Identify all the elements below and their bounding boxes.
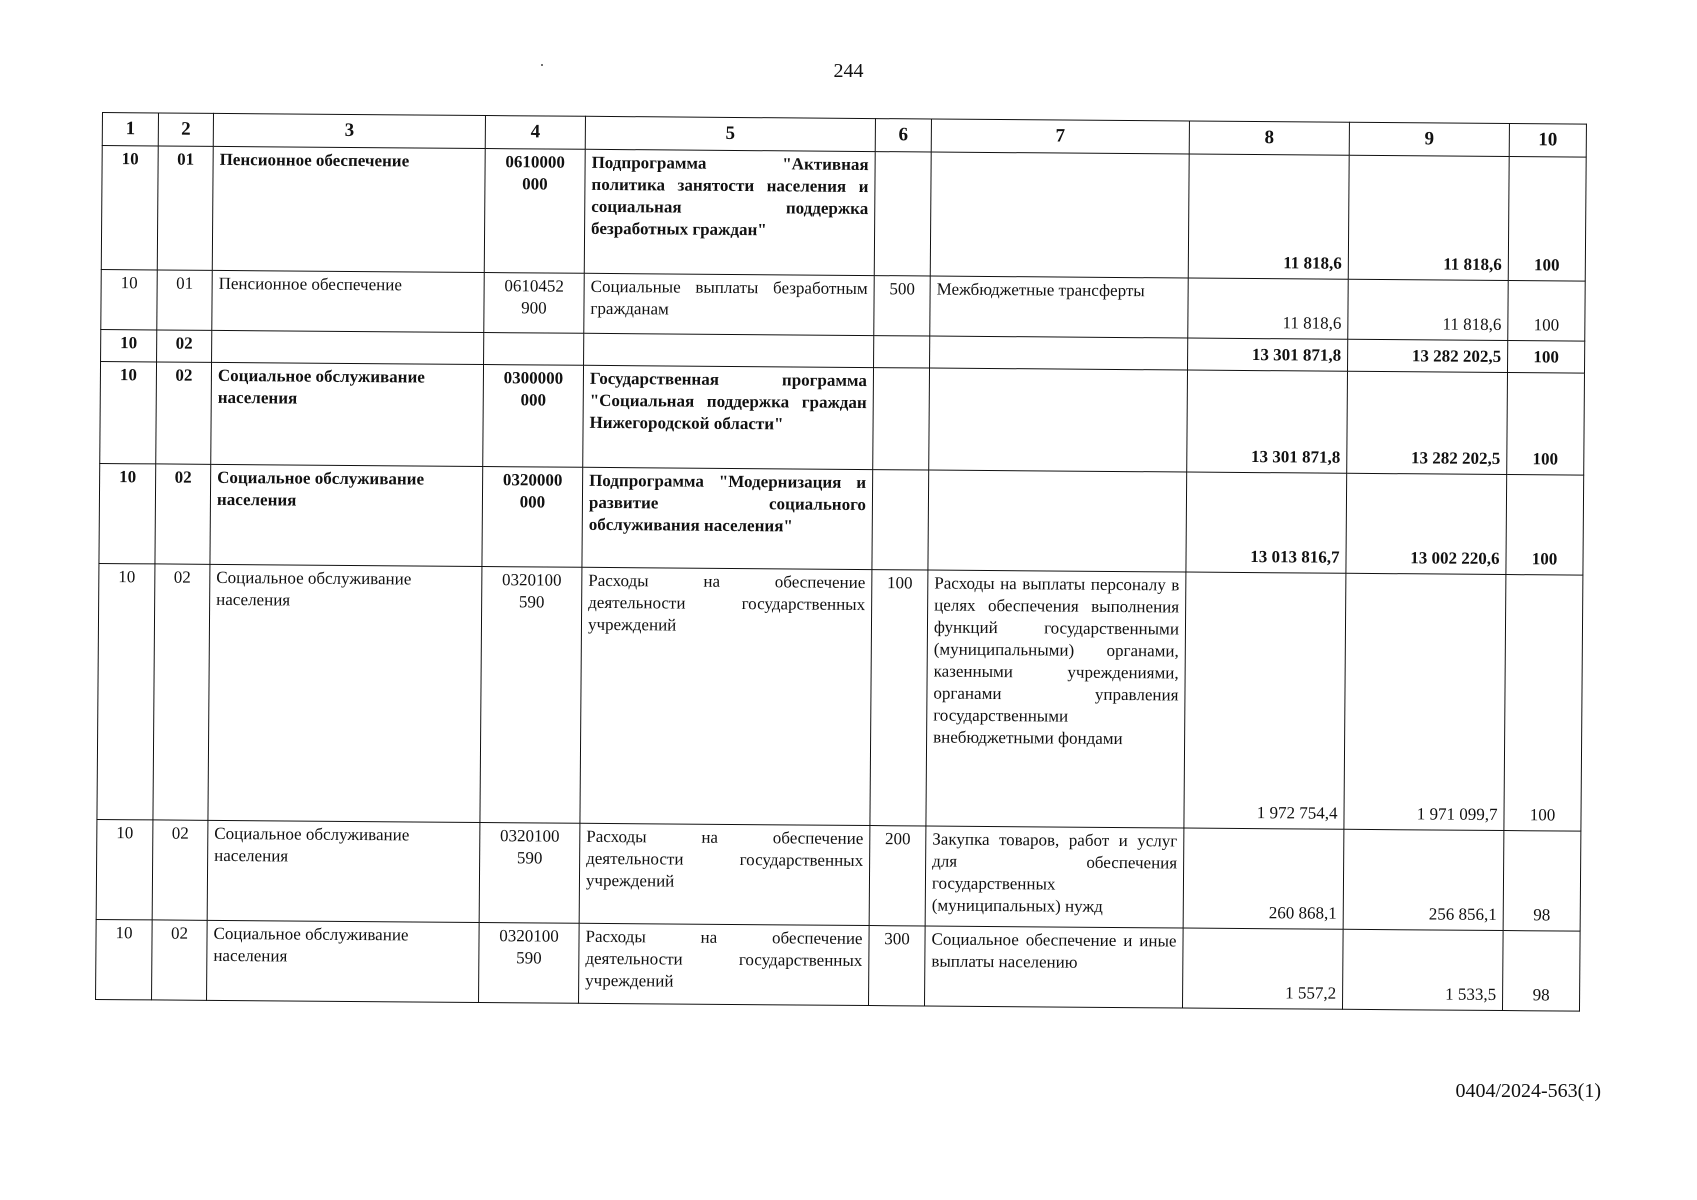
cell-target-code [484,333,584,366]
cell-subsection: 02 [156,362,212,464]
cell-planned: 1 557,2 [1182,928,1343,1009]
cell-planned: 13 301 871,8 [1187,370,1348,473]
cell-percent: 100 [1506,475,1584,576]
cell-section: 10 [96,919,153,999]
cell-target-name: Государственная программа "Социальная поддержка граждан Нижегородской области" [583,365,874,469]
cell-executed: 1 533,5 [1342,929,1503,1010]
table-row [96,919,1581,1011]
cell-percent: 98 [1503,831,1581,932]
table-row [97,563,1583,831]
cell-expense-name [930,336,1188,370]
cell-subsection-name: Социальное обслуживание населения [208,564,482,822]
header-cell-6: 6 [875,119,931,152]
cell-subsection: 02 [157,330,212,362]
header-cell-10: 10 [1509,124,1586,158]
header-cell-3: 3 [213,113,485,148]
cell-subsection: 02 [152,920,208,1000]
cell-executed: 13 002 220,6 [1346,473,1507,574]
cell-subsection: 01 [157,146,213,270]
cell-target-name: Расходы на обеспечение деятельности государственных учреждений [579,823,870,925]
cell-expense-name [930,152,1189,278]
cell-percent: 100 [1507,373,1585,476]
cell-expense-type [874,152,931,276]
header-cell-8: 8 [1189,121,1349,155]
cell-percent: 100 [1508,157,1586,282]
cell-percent: 100 [1508,281,1585,342]
cell-target-code: 0320000 000 [482,467,583,568]
cell-subsection-name: Социальное обслуживание населения [207,820,480,922]
cell-target-code: 0610452 900 [484,273,584,334]
budget-table-container [95,112,1586,1012]
cell-target-code: 0320100 590 [479,822,580,923]
header-cell-1: 1 [102,113,158,146]
scan-speck [541,64,543,66]
cell-subsection: 02 [155,464,211,564]
cell-expense-type: 100 [870,570,928,826]
cell-target-name: Подпрограмма "Активная политика занятости населения и социальная поддержка безработных граждан" [584,149,875,275]
cell-executed: 11 818,6 [1348,279,1508,340]
cell-section: 10 [101,329,157,361]
cell-target-code: 0610000 000 [484,149,585,274]
cell-subsection: 02 [153,564,210,820]
header-cell-2: 2 [158,113,213,146]
cell-section: 10 [101,269,157,329]
header-cell-9: 9 [1349,122,1509,156]
cell-planned: 13 301 871,8 [1188,338,1348,371]
cell-subsection-name: Социальное обслуживание населения [207,920,480,1002]
cell-expense-type [872,470,929,570]
cell-planned: 260 868,1 [1183,828,1344,929]
cell-target-name: Социальные выплаты безработным гражданам [584,273,874,335]
table-row [99,463,1584,575]
table-row [101,146,1586,282]
cell-section: 10 [99,463,156,563]
cell-expense-name: Расходы на выплаты персоналу в целях обеспечения выполнения функций государственными (муниципальными) органами, казенными учреждениями, органами управления государственными внебюджетными фондами [926,570,1186,828]
cell-target-name: Расходы на обеспечение деятельности государственных учреждений [579,923,870,1005]
cell-executed: 1 971 099,7 [1344,573,1506,830]
header-cell-7: 7 [931,119,1189,154]
cell-target-code: 0320100 590 [479,922,580,1003]
header-cell-5: 5 [585,116,875,151]
cell-planned: 11 818,6 [1188,154,1349,279]
cell-executed: 13 282 202,5 [1348,339,1508,372]
cell-expense-type [874,336,930,368]
cell-section: 10 [101,146,158,270]
budget-table [95,112,1587,1012]
cell-expense-name: Социальное обеспечение и иные выплаты населению [925,926,1184,1008]
cell-planned: 11 818,6 [1188,278,1348,339]
cell-expense-type: 200 [869,826,926,926]
cell-expense-name: Межбюджетные трансферты [930,276,1188,338]
cell-target-name [584,333,874,367]
cell-executed: 11 818,6 [1348,155,1509,280]
cell-planned: 1 972 754,4 [1184,572,1346,829]
cell-percent: 100 [1504,575,1583,832]
cell-expense-name [928,470,1187,572]
cell-subsection-name: Пенсионное обеспечение [212,270,484,332]
cell-expense-name [929,368,1188,472]
cell-expense-name: Закупка товаров, работ и услуг для обеспечения государственных (муниципальных) нужд [925,826,1184,928]
cell-expense-type: 300 [869,926,926,1006]
cell-section: 10 [97,563,155,819]
cell-subsection-name [212,330,484,364]
cell-subsection-name: Социальное обслуживание населения [210,464,483,566]
cell-percent: 100 [1507,341,1584,374]
cell-percent: 98 [1502,931,1580,1012]
cell-subsection-name: Социальное обслуживание населения [211,362,484,466]
cell-executed: 256 856,1 [1343,829,1504,930]
cell-target-name: Подпрограмма "Модернизация и развитие социального обслуживания населения" [582,467,873,569]
page-number: 244 [833,60,864,82]
cell-target-code: 0320100 590 [480,566,582,823]
cell-subsection-name: Пенсионное обеспечение [212,146,485,272]
table-row [96,819,1581,931]
cell-section: 10 [96,819,153,919]
cell-subsection: 02 [152,820,208,920]
header-cell-4: 4 [485,116,585,150]
cell-expense-type [873,368,930,470]
cell-section: 10 [100,361,157,463]
cell-subsection: 01 [157,270,212,330]
cell-planned: 13 013 816,7 [1186,472,1347,573]
table-row [100,361,1585,475]
cell-expense-type: 500 [874,276,930,336]
document-code: 0404/2024-563(1) [1455,1080,1601,1102]
cell-executed: 13 282 202,5 [1347,371,1508,474]
cell-target-code: 0300000 000 [483,365,584,468]
cell-target-name: Расходы на обеспечение деятельности государственных учреждений [580,567,872,825]
